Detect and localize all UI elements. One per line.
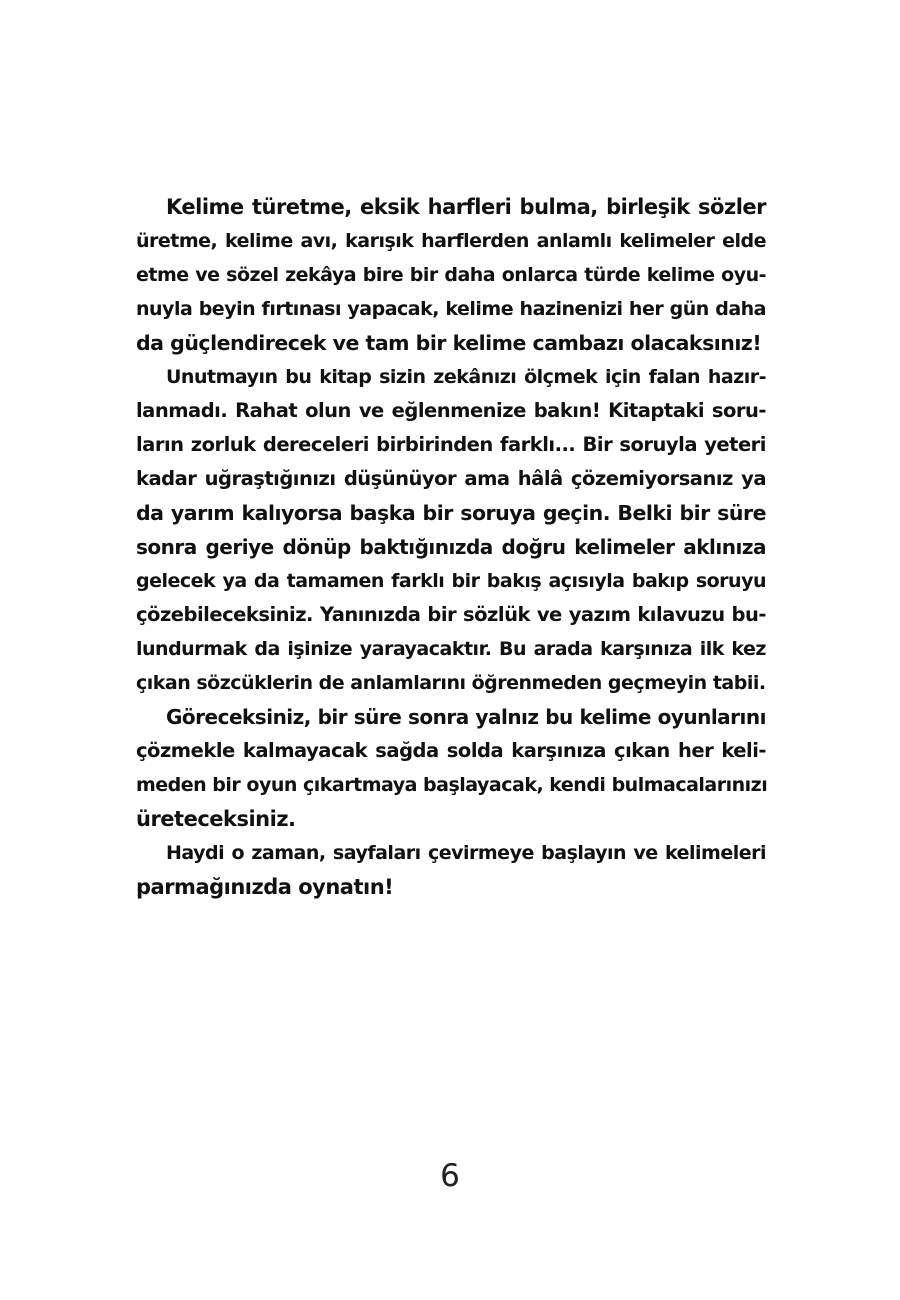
text-line: üreteceksiniz. — [136, 807, 296, 831]
text-line: gelecek ya da tamamen farklı bir bakış açısıyla bakıp soruyu — [136, 570, 766, 592]
text-line: Kelime türetme, eksik harfleri bulma, birleşik sözler — [166, 195, 766, 219]
text-line: meden bir oyun çıkartmaya başlayacak, kendi bulmacalarınızı — [136, 774, 768, 796]
text-line: Unutmayın bu kitap sizin zekânızı ölçmek için falan hazır- — [166, 366, 766, 388]
body-text — [136, 190, 766, 904]
text-line: üretme, kelime avı, karışık harflerden anlamlı kelimeler elde — [136, 230, 766, 252]
paragraph-4 — [136, 836, 766, 904]
text-line: Göreceksiniz, bir süre sonra yalnız bu kelime oyunlarını — [166, 705, 766, 729]
text-line: parmağınızda oynatın! — [136, 875, 394, 899]
text-line: kadar uğraştığınızı düşünüyor ama hâlâ çözemiyorsanız ya — [136, 467, 766, 490]
text-line: da yarım kalıyorsa başka bir soruya geçin. Belki bir süre — [136, 501, 766, 525]
text-line: lanmadı. Rahat olun ve eğlenmenize bakın! Kitaptaki soru- — [136, 399, 766, 422]
paragraph-2 — [136, 360, 766, 700]
text-line: nuyla beyin fırtınası yapacak, kelime hazinenizi her gün daha — [136, 298, 766, 320]
text-line: da güçlendirecek ve tam bir kelime cambazı olacaksınız! — [136, 331, 762, 355]
text-line: ların zorluk dereceleri birbirinden farklı... Bir soruyla yeteri — [136, 433, 766, 456]
paragraph-3 — [136, 700, 766, 836]
text-line: etme ve sözel zekâya bire bir daha onlarca türde kelime oyu- — [136, 264, 766, 286]
text-line: çözebileceksiniz. Yanınızda bir sözlük ve yazım kılavuzu bu- — [136, 603, 766, 626]
text-line: çözmekle kalmayacak sağda solda karşınıza çıkan her keli- — [136, 739, 766, 762]
text-line: lundurmak da işinize yarayacaktır. Bu arada karşınıza ilk kez — [136, 638, 766, 660]
text-line: sonra geriye dönüp baktığınızda doğru kelimeler aklınıza — [136, 535, 766, 559]
text-line: çıkan sözcüklerin de anlamlarını öğrenmeden geçmeyin tabii. — [136, 672, 766, 694]
paragraph-1 — [136, 190, 766, 360]
text-line: Haydi o zaman, sayfaları çevirmeye başlayın ve kelimeleri — [166, 842, 766, 864]
page-number: 6 — [440, 1158, 460, 1194]
